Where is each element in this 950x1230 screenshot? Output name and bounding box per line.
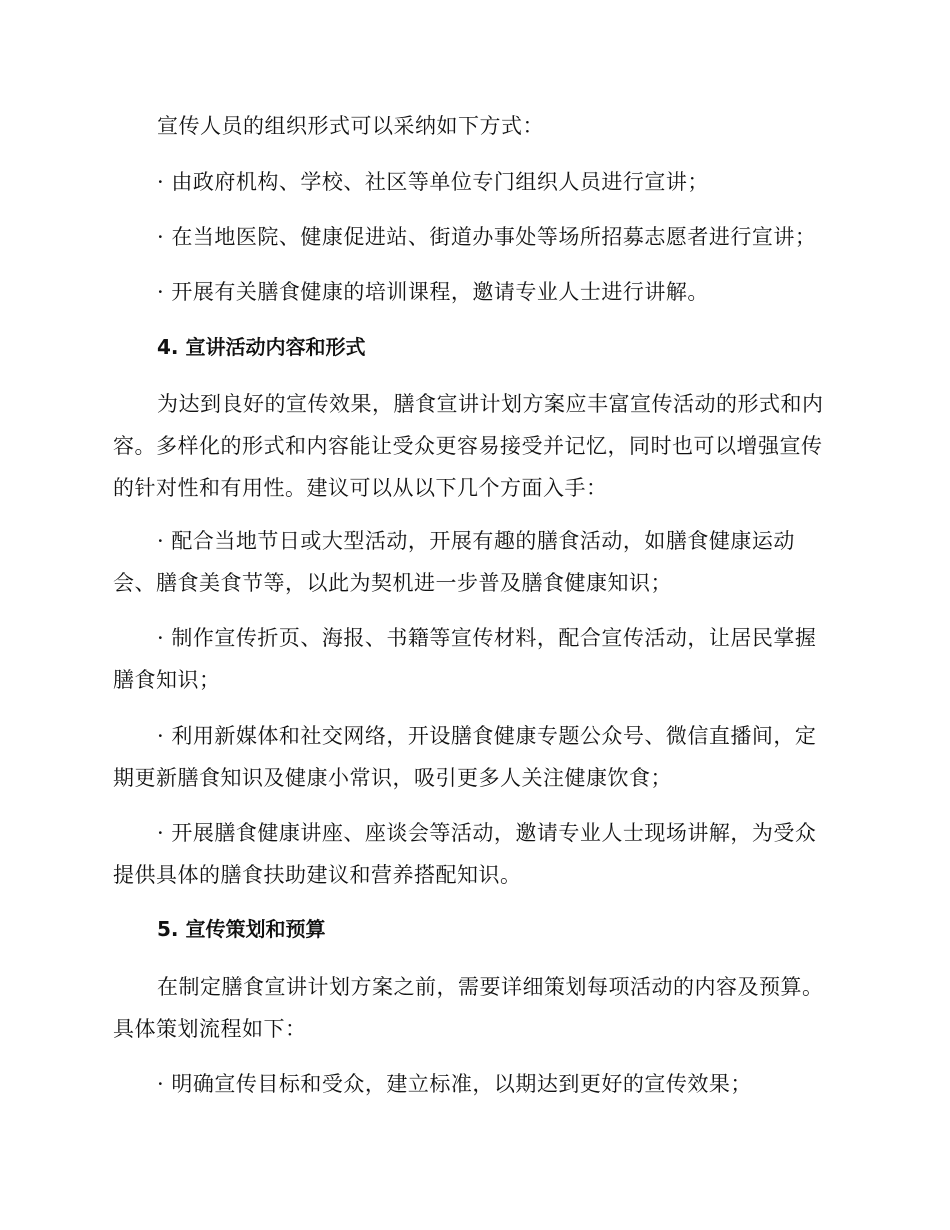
paragraph-planning-intro: 在制定膳食宣讲计划方案之前，需要详细策划每项活动的内容及预算。具体策划流程如下： xyxy=(113,975,824,1041)
paragraph-organization-intro: 宣传人员的组织形式可以采纳如下方式： xyxy=(157,114,544,138)
list-item-volunteers: · 在当地医院、健康促进站、街道办事处等场所招募志愿者进行宣讲； xyxy=(157,225,817,249)
list-item-goals: · 明确宣传目标和受众，建立标准，以期达到更好的宣传效果； xyxy=(157,1072,752,1096)
list-item-materials: · 制作宣传折页、海报、书籍等宣传材料，配合宣传活动，让居民掌握膳食知识； xyxy=(113,626,817,692)
paragraph-content-intro: 为达到良好的宣传效果，膳食宣讲计划方案应丰富宣传活动的形式和内容。多样化的形式和内容能让受众更容易接受并记忆，同时也可以增强宣传的针对性和有用性。建议可以从以下几个方面入手： xyxy=(113,392,824,500)
section-heading-5: 5. 宣传策划和预算 xyxy=(157,917,326,941)
section-heading-4: 4. 宣讲活动内容和形式 xyxy=(157,335,366,359)
list-item-training: · 开展有关膳食健康的培训课程，邀请专业人士进行讲解。 xyxy=(157,280,709,304)
list-item-new-media: · 利用新媒体和社交网络，开设膳食健康专题公众号、微信直播间，定期更新膳食知识及健康小常识，吸引更多人关注健康饮食； xyxy=(113,724,817,790)
list-item-lectures: · 开展膳食健康讲座、座谈会等活动，邀请专业人士现场讲解，为受众提供具体的膳食扶助建议和营养搭配知识。 xyxy=(113,821,817,887)
list-item-government: · 由政府机构、学校、社区等单位专门组织人员进行宣讲； xyxy=(157,170,709,194)
list-item-festival: · 配合当地节日或大型活动，开展有趣的膳食活动，如膳食健康运动会、膳食美食节等，以此为契机进一步普及膳食健康知识； xyxy=(113,529,795,595)
